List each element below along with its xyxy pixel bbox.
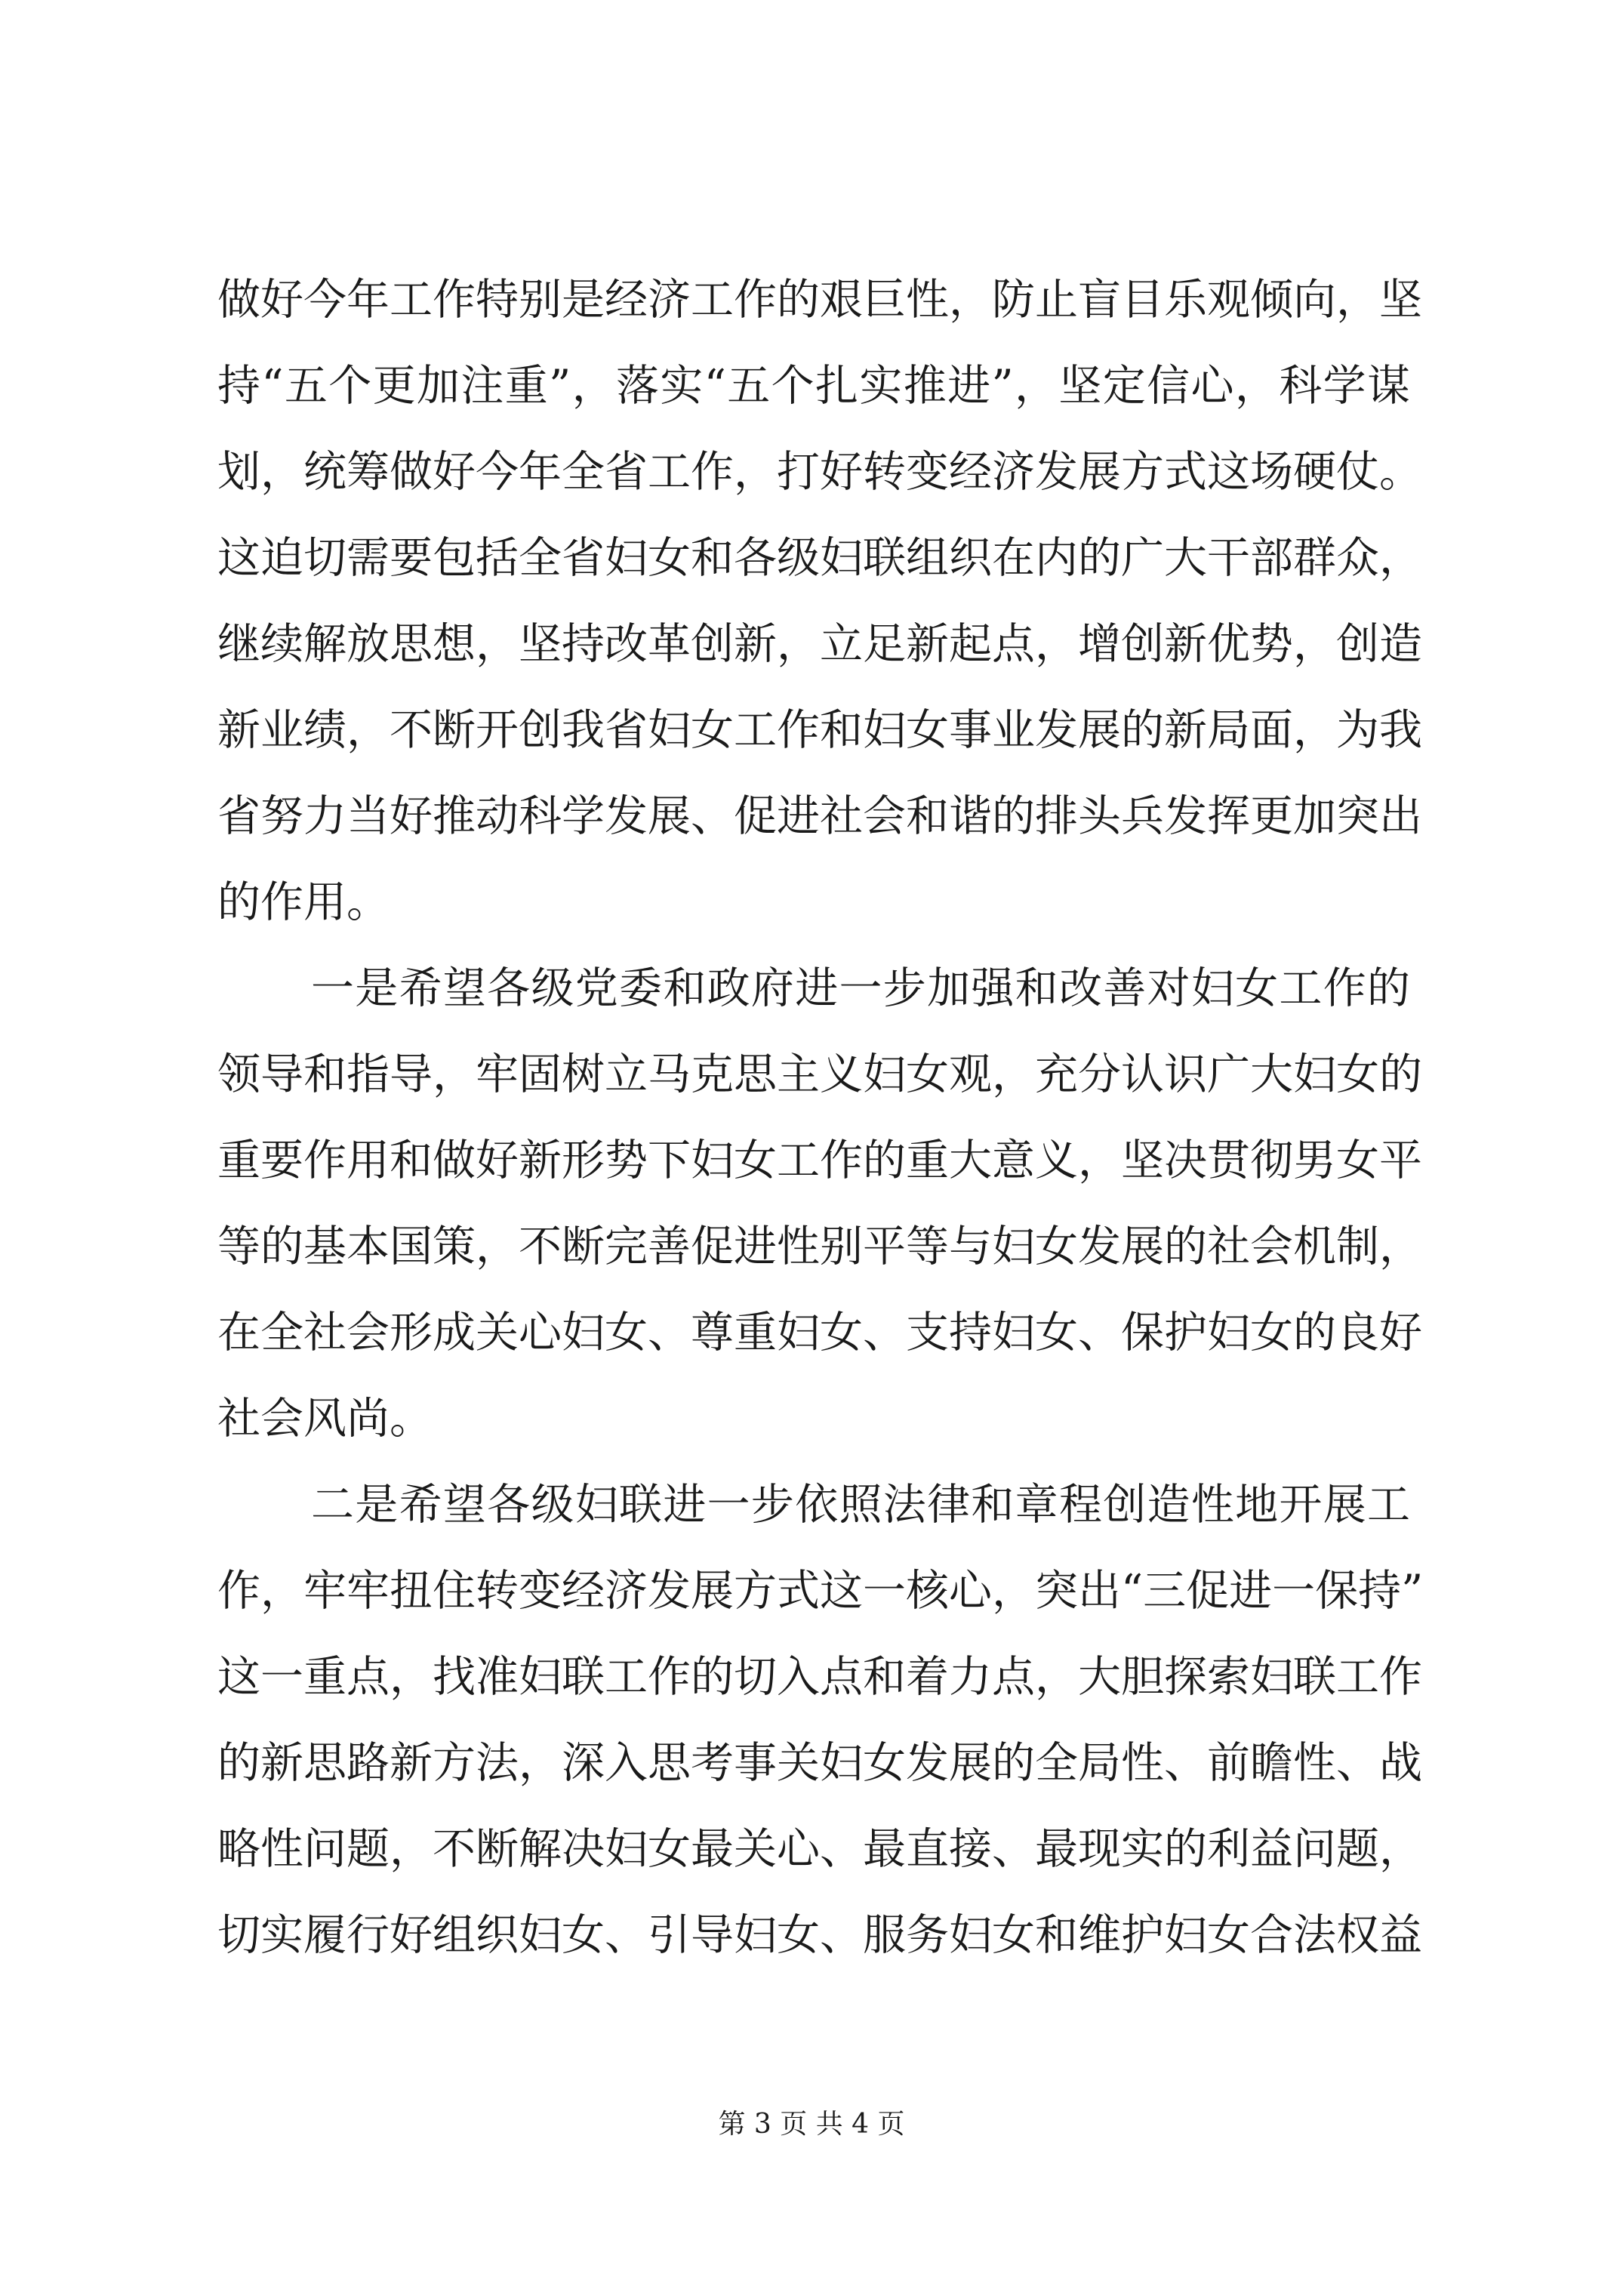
text-line: 一是希望各级党委和政府进一步加强和改善对妇女工作的 <box>311 963 1410 1013</box>
text-line: 社会风尚。 <box>217 1394 433 1444</box>
text-line: 二是希望各级妇联进一步依照法律和章程创造性地开展工 <box>311 1480 1410 1530</box>
text-line: 在全社会形成关心妇女、尊重妇女、支持妇女、保护妇女的良好 <box>217 1308 1422 1358</box>
text-line: 做好今年工作特别是经济工作的艰巨性，防止盲目乐观倾向，坚 <box>217 275 1422 325</box>
paragraph-2 <box>217 945 1422 1462</box>
text-line: 这迫切需要包括全省妇女和各级妇联组织在内的广大干部群众， <box>217 533 1422 583</box>
text-line: 的新思路新方法，深入思考事关妇女发展的全局性、前瞻性、战 <box>217 1738 1422 1788</box>
text-line: 作，牢牢扭住转变经济发展方式这一核心，突出“三促进一保持” <box>217 1566 1424 1616</box>
text-line: 切实履行好组织妇女、引导妇女、服务妇女和维护妇女合法权益 <box>217 1910 1422 1960</box>
page-number: 第 3 页 共 4 页 <box>718 2109 905 2140</box>
text-line: 划，统筹做好今年全省工作，打好转变经济发展方式这场硬仗。 <box>217 447 1422 497</box>
text-line: 新业绩，不断开创我省妇女工作和妇女事业发展的新局面，为我 <box>217 705 1422 755</box>
body-text <box>217 257 1424 1978</box>
text-line: 继续解放思想，坚持改革创新，立足新起点，增创新优势，创造 <box>217 619 1422 669</box>
text-line: 的作用。 <box>217 877 390 927</box>
text-line: 这一重点，找准妇联工作的切入点和着力点，大胆探索妇联工作 <box>217 1652 1422 1702</box>
paragraph-1 <box>217 257 1422 945</box>
page-footer <box>0 2106 1623 2143</box>
text-line: 领导和指导，牢固树立马克思主义妇女观，充分认识广大妇女的 <box>217 1049 1422 1099</box>
paragraph-3 <box>217 1462 1424 1978</box>
text-line: 持“五个更加注重”，落实“五个扎实推进”，坚定信心，科学谋 <box>217 361 1410 411</box>
text-line: 略性问题，不断解决妇女最关心、最直接、最现实的利益问题， <box>217 1824 1422 1874</box>
text-line: 重要作用和做好新形势下妇女工作的重大意义，坚决贯彻男女平 <box>217 1136 1422 1185</box>
text-line: 省努力当好推动科学发展、促进社会和谐的排头兵发挥更加突出 <box>217 791 1422 841</box>
text-line: 等的基本国策，不断完善促进性别平等与妇女发展的社会机制， <box>217 1222 1422 1271</box>
